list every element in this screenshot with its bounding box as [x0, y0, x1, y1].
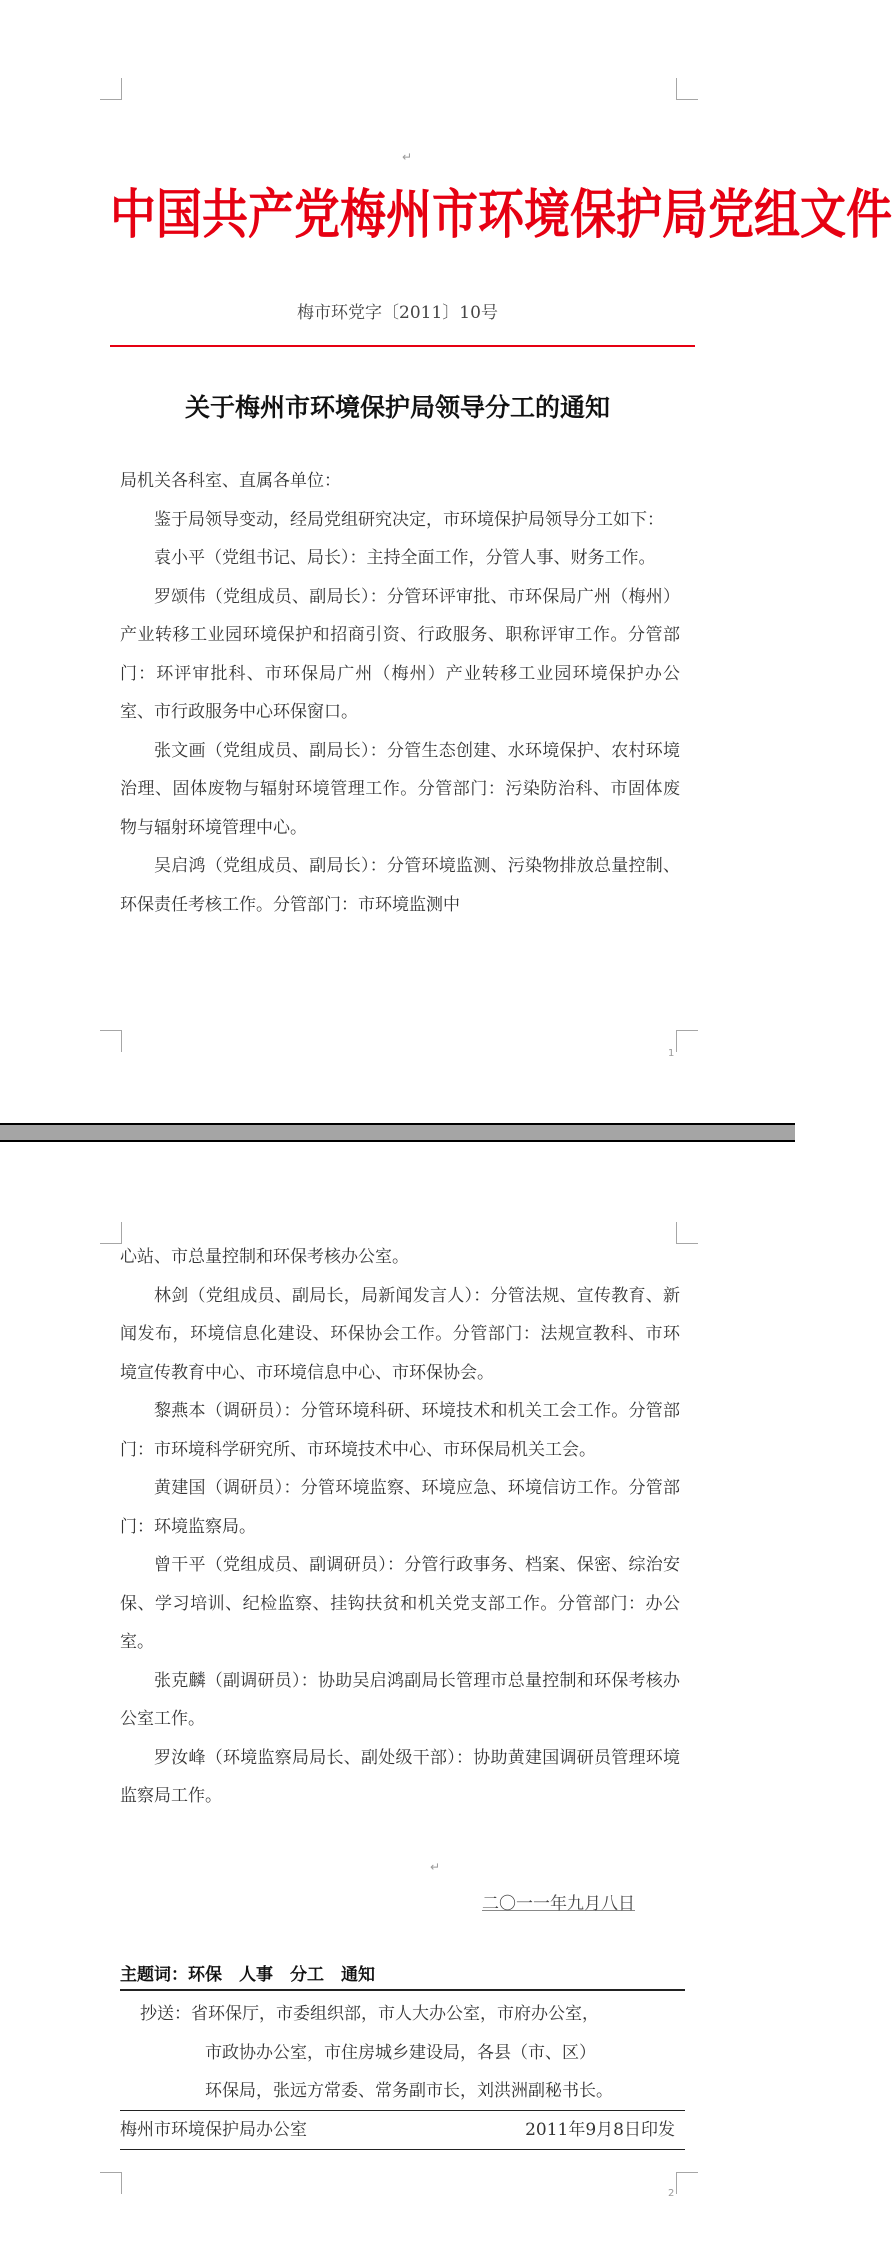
- cc-line: 环保局，张远方常委、常务副市长，刘洪洲副秘书长。: [205, 2081, 613, 2101]
- body-paragraph: 罗颂伟（党组成员、副局长）：分管环评审批、市环保局广州（梅州）产业转移工业园环境保护和招商引资、行政服务、职称评审工作。分管部门：环评审批科、市环保局广州（梅州）产业转移工业园环境保护办公室、市行政服务中心环保窗口。: [120, 586, 680, 722]
- body-paragraph: 心站、市总量控制和环保考核办公室。: [120, 1247, 409, 1267]
- paragraph-mark: ↵: [430, 1860, 441, 1874]
- body-paragraph: 张文画（党组成员、副局长）：分管生态创建、水环境保护、农村环境治理、固体废物与辐射环境管理工作。分管部门：污染防治科、市固体废物与辐射环境管理中心。: [120, 740, 680, 838]
- red-divider-line: [110, 345, 695, 347]
- crop-mark-bottom-left: [100, 1030, 122, 1052]
- issuer-footer: [120, 2110, 685, 2150]
- body-paragraph: 黎燕本（调研员）：分管环境科研、环境技术和机关工会工作。分管部门：市环境科学研究所、市环境技术中心、市环保局机关工会。: [120, 1401, 680, 1460]
- doc-number: 梅市环党字〔2011〕10号: [297, 303, 498, 323]
- document-date: 二〇一一年九月八日: [482, 1894, 635, 1914]
- body-paragraph: 林剑（党组成员、副局长，局新闻发言人）：分管法规、宣传教育、新闻发布，环境信息化建设、环保协会工作。分管部门：法规宣教科、市环境宣传教育中心、市环境信息中心、市环保协会。: [120, 1285, 680, 1383]
- salutation: 局机关各科室、直属各单位：: [120, 471, 341, 491]
- crop-mark-top-left: [100, 1222, 122, 1244]
- body-paragraph: 张克麟（副调研员）：协助吴启鸿副局长管理市总量控制和环保考核办公室工作。: [120, 1670, 680, 1729]
- keywords-line: 主题词：环保 人事 分工 通知: [120, 1960, 685, 1991]
- body-paragraph: 曾干平（党组成员、副调研员）：分管行政事务、档案、保密、综治安保、学习培训、纪检监察、挂钩扶贫和机关党支部工作。分管部门：办公室。: [120, 1555, 680, 1652]
- paragraph-mark: ↵: [402, 150, 413, 164]
- crop-mark-bottom-left: [100, 2172, 122, 2194]
- cc-line: 市政协办公室，市住房城乡建设局，各县（市、区）: [205, 2042, 596, 2063]
- issue-date: 2011年9月8日印发: [525, 2120, 675, 2140]
- body-paragraph: 黄建国（调研员）：分管环境监察、环境应急、环境信访工作。分管部门：环境监察局。: [120, 1478, 680, 1537]
- page-number: 1: [668, 1048, 675, 1059]
- crop-mark-top-left: [100, 78, 122, 100]
- page-number: 2: [668, 2188, 675, 2199]
- cc-block: [140, 1995, 685, 2111]
- crop-mark-bottom-right: [676, 1030, 698, 1052]
- body-text-page-2: [120, 1238, 680, 1816]
- crop-mark-top-right: [676, 78, 698, 100]
- crop-mark-bottom-right: [676, 2172, 698, 2194]
- body-text-page-1: [120, 462, 680, 924]
- body-paragraph: 袁小平（党组书记、局长）：主持全面工作，分管人事、财务工作。: [154, 548, 656, 568]
- document-page-1: [0, 0, 892, 1125]
- cc-line: 抄送：省环保厅，市委组织部，市人大办公室，市府办公室，: [140, 2004, 599, 2024]
- header-title: 中国共产党梅州市环境保护局党组文件: [110, 183, 892, 246]
- notice-title: 关于梅州市环境保护局领导分工的通知: [184, 393, 610, 422]
- page-gap: [0, 1125, 795, 1140]
- body-paragraph: 罗汝峰（环境监察局局长、副处级干部）：协助黄建国调研员管理环境监察局工作。: [120, 1747, 680, 1806]
- issuer-name: 梅州市环境保护局办公室: [120, 2120, 307, 2140]
- body-paragraph: 鉴于局领导变动，经局党组研究决定，市环境保护局领导分工如下：: [154, 509, 664, 530]
- body-paragraph: 吴启鸿（党组成员、副局长）：分管环境监测、污染物排放总量控制、环保责任考核工作。分管部门：市环境监测中: [120, 856, 680, 915]
